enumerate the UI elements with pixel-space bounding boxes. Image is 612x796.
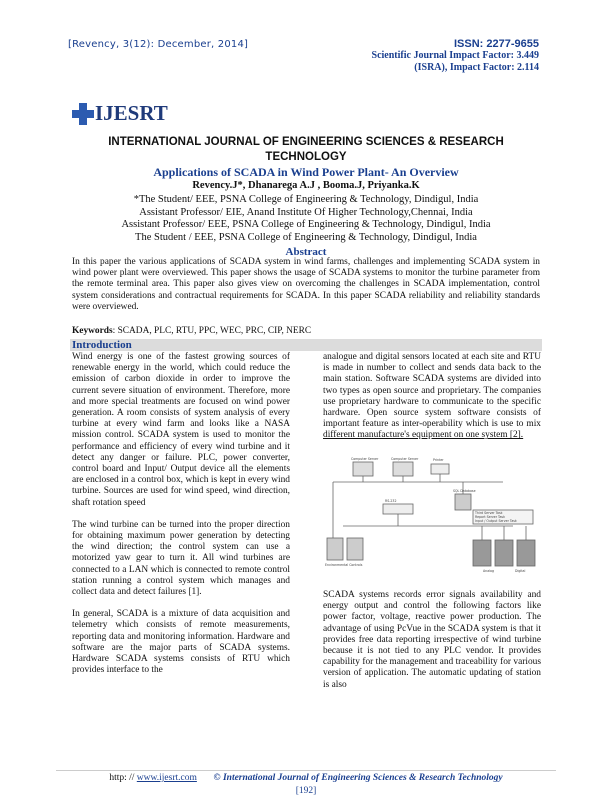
figure-label: Computer Server [391, 457, 419, 461]
figure-label: Analog [483, 569, 495, 573]
column-left [72, 352, 290, 687]
figure-label: Environmental Controls [325, 563, 363, 567]
server-icon [383, 504, 413, 514]
paragraph: analogue and digital sensors located at each site and RTU is made in number to collect and sends data back to the main station. Software SCADA systems are divided into two types as open source and proprietary. The companies use proprietary hardware to communicate to the specific hardware. Open source system software consists of important feature as inter-operability which is use to mix [323, 352, 541, 430]
abstract-text: In this paper the various applications of SCADA system in wind farms, challenges and implementing SCADA system in wind power plant were overviewed. This paper shows the usage of SCADA systems to monitor the turbine parameter from the remote terminal area. This paper also gives view on overcoming the challenges in SCADA implementation, control system considerations and contractual requirements for SCADA. In this paper SCADA reliability and reliability standards were overviewed. [72, 257, 540, 312]
io-module [517, 540, 535, 566]
figure-label: Third Server Task [475, 511, 503, 515]
column-right-top [323, 352, 541, 442]
affiliation-2: Assistant Professor/ EIE, Anand Institute Of Higher Technology,Chennai, India [139, 206, 473, 218]
header-issn-block [372, 38, 539, 74]
paragraph: In general, SCADA is a mixture of data acquisition and telemetry which consists of remote measurements, reporting data and monitoring information. Hardware and software are the major parts of SCADA systems. Hardware SCADA systems consists of RTU which provides interface to the [72, 609, 290, 676]
issn: ISSN: 2277-9655 [454, 38, 539, 50]
figure-label: Digital [515, 569, 526, 573]
computer-icon [393, 462, 413, 476]
figure-label: Computer Server [351, 457, 379, 461]
affiliation-4: The Student / EEE, PSNA College of Engineering & Technology, Dindigul, India [135, 231, 477, 243]
impact-factor-1: Scientific Journal Impact Factor: 3.449 [371, 50, 539, 61]
computer-icon [353, 462, 373, 476]
footer-copyright: © International Journal of Engineering Sciences & Research Technology [213, 773, 503, 783]
database-icon [455, 494, 471, 510]
paragraph: The wind turbine can be turned into the proper direction for obtaining maximum power generation by detecting the wind direction; the control system can use a motorized yaw gear to turn it. All wind turbines are connected to a LAN which is connected to remote control station running a control system which manages and collect data and detect failures [1]. [72, 519, 290, 598]
keywords-text: : SCADA, PLC, RTU, PPC, WEC, PRC, CIP, NERC [112, 326, 312, 336]
affiliation-3: Assistant Professor/ EEE, PSNA College of Engineering & Technology, Dindigul, India [121, 219, 491, 231]
paper-title: Applications of SCADA in Wind Power Plant- An Overview [153, 165, 459, 179]
footer [80, 773, 532, 783]
journal-name: INTERNATIONAL JOURNAL OF ENGINEERING SCIENCES & RESEARCH TECHNOLOGY [108, 136, 504, 163]
abstract-heading: Abstract [285, 246, 327, 258]
printer-icon [431, 464, 449, 474]
keywords [72, 326, 311, 336]
figure-label: RS-232 [385, 499, 397, 503]
scada-network-figure [323, 456, 541, 586]
page-number: [192] [295, 786, 317, 796]
header-citation: [Revency, 3(12): December, 2014] [68, 39, 249, 50]
underlined-text: different manufacture's equipment on one system [2]. [323, 430, 524, 441]
paper-authors: Revency.J*, Dhanarega A.J , Booma.J, Priyanka.K [192, 180, 420, 191]
controls-icon [347, 538, 363, 560]
figure-label: SQL Database [453, 489, 476, 493]
affiliation-1: *The Student/ EEE, PSNA College of Engineering & Technology, Dindigul, India [133, 194, 479, 205]
footer-divider [56, 770, 556, 771]
io-module [473, 540, 491, 566]
paragraph: Wind energy is one of the fastest growing sources of renewable energy in the world, which could reduce the emission of carbon dioxide in order to improve the current severe situation of environment. Therefore, more and more special treatments are focused on wind power generation. A room consists of system analysis of every turbine at every wind farm and looks like a NASA mission control. SCADA system is used to monitor the performance and efficiency of every wind turbine and it detect any danger or failure. PLC, power converter, control board and Input/ Output device all the elements are enclosed in a control box, which is kept in every wind turbine. Sources are used for wind speed, wind direction, shaft rotation speed [72, 352, 290, 508]
footer-url-link[interactable]: www.ijesrt.com [136, 773, 197, 783]
introduction-heading: Introduction [70, 339, 542, 351]
io-module [495, 540, 513, 566]
controls-icon [327, 538, 343, 560]
affiliations [70, 194, 542, 244]
keywords-label: Keywords [72, 326, 113, 336]
logo-text: IJESRT [95, 101, 168, 125]
journal-logo [72, 101, 168, 126]
impact-factor-2: (ISRA), Impact Factor: 2.114 [414, 62, 539, 73]
figure-label: Report Server Task [475, 515, 505, 519]
column-right-bottom: SCADA systems records error signals availability and energy output and control the following factors like power factor, voltage, reactive power production. The advantage of using PcVue in the SCADA system is that it provides free data reporting irrespective of wind turbine because it is not tied to any PLC vendor. It provides capability for the management and traceability for various version of application. The automatic updating of station is also [323, 590, 541, 690]
footer-url-prefix: http: // [109, 773, 137, 783]
plus-cross-icon [72, 103, 94, 125]
figure-label: Input / Output Server Task [475, 519, 517, 523]
figure-label: Printer [433, 458, 444, 462]
